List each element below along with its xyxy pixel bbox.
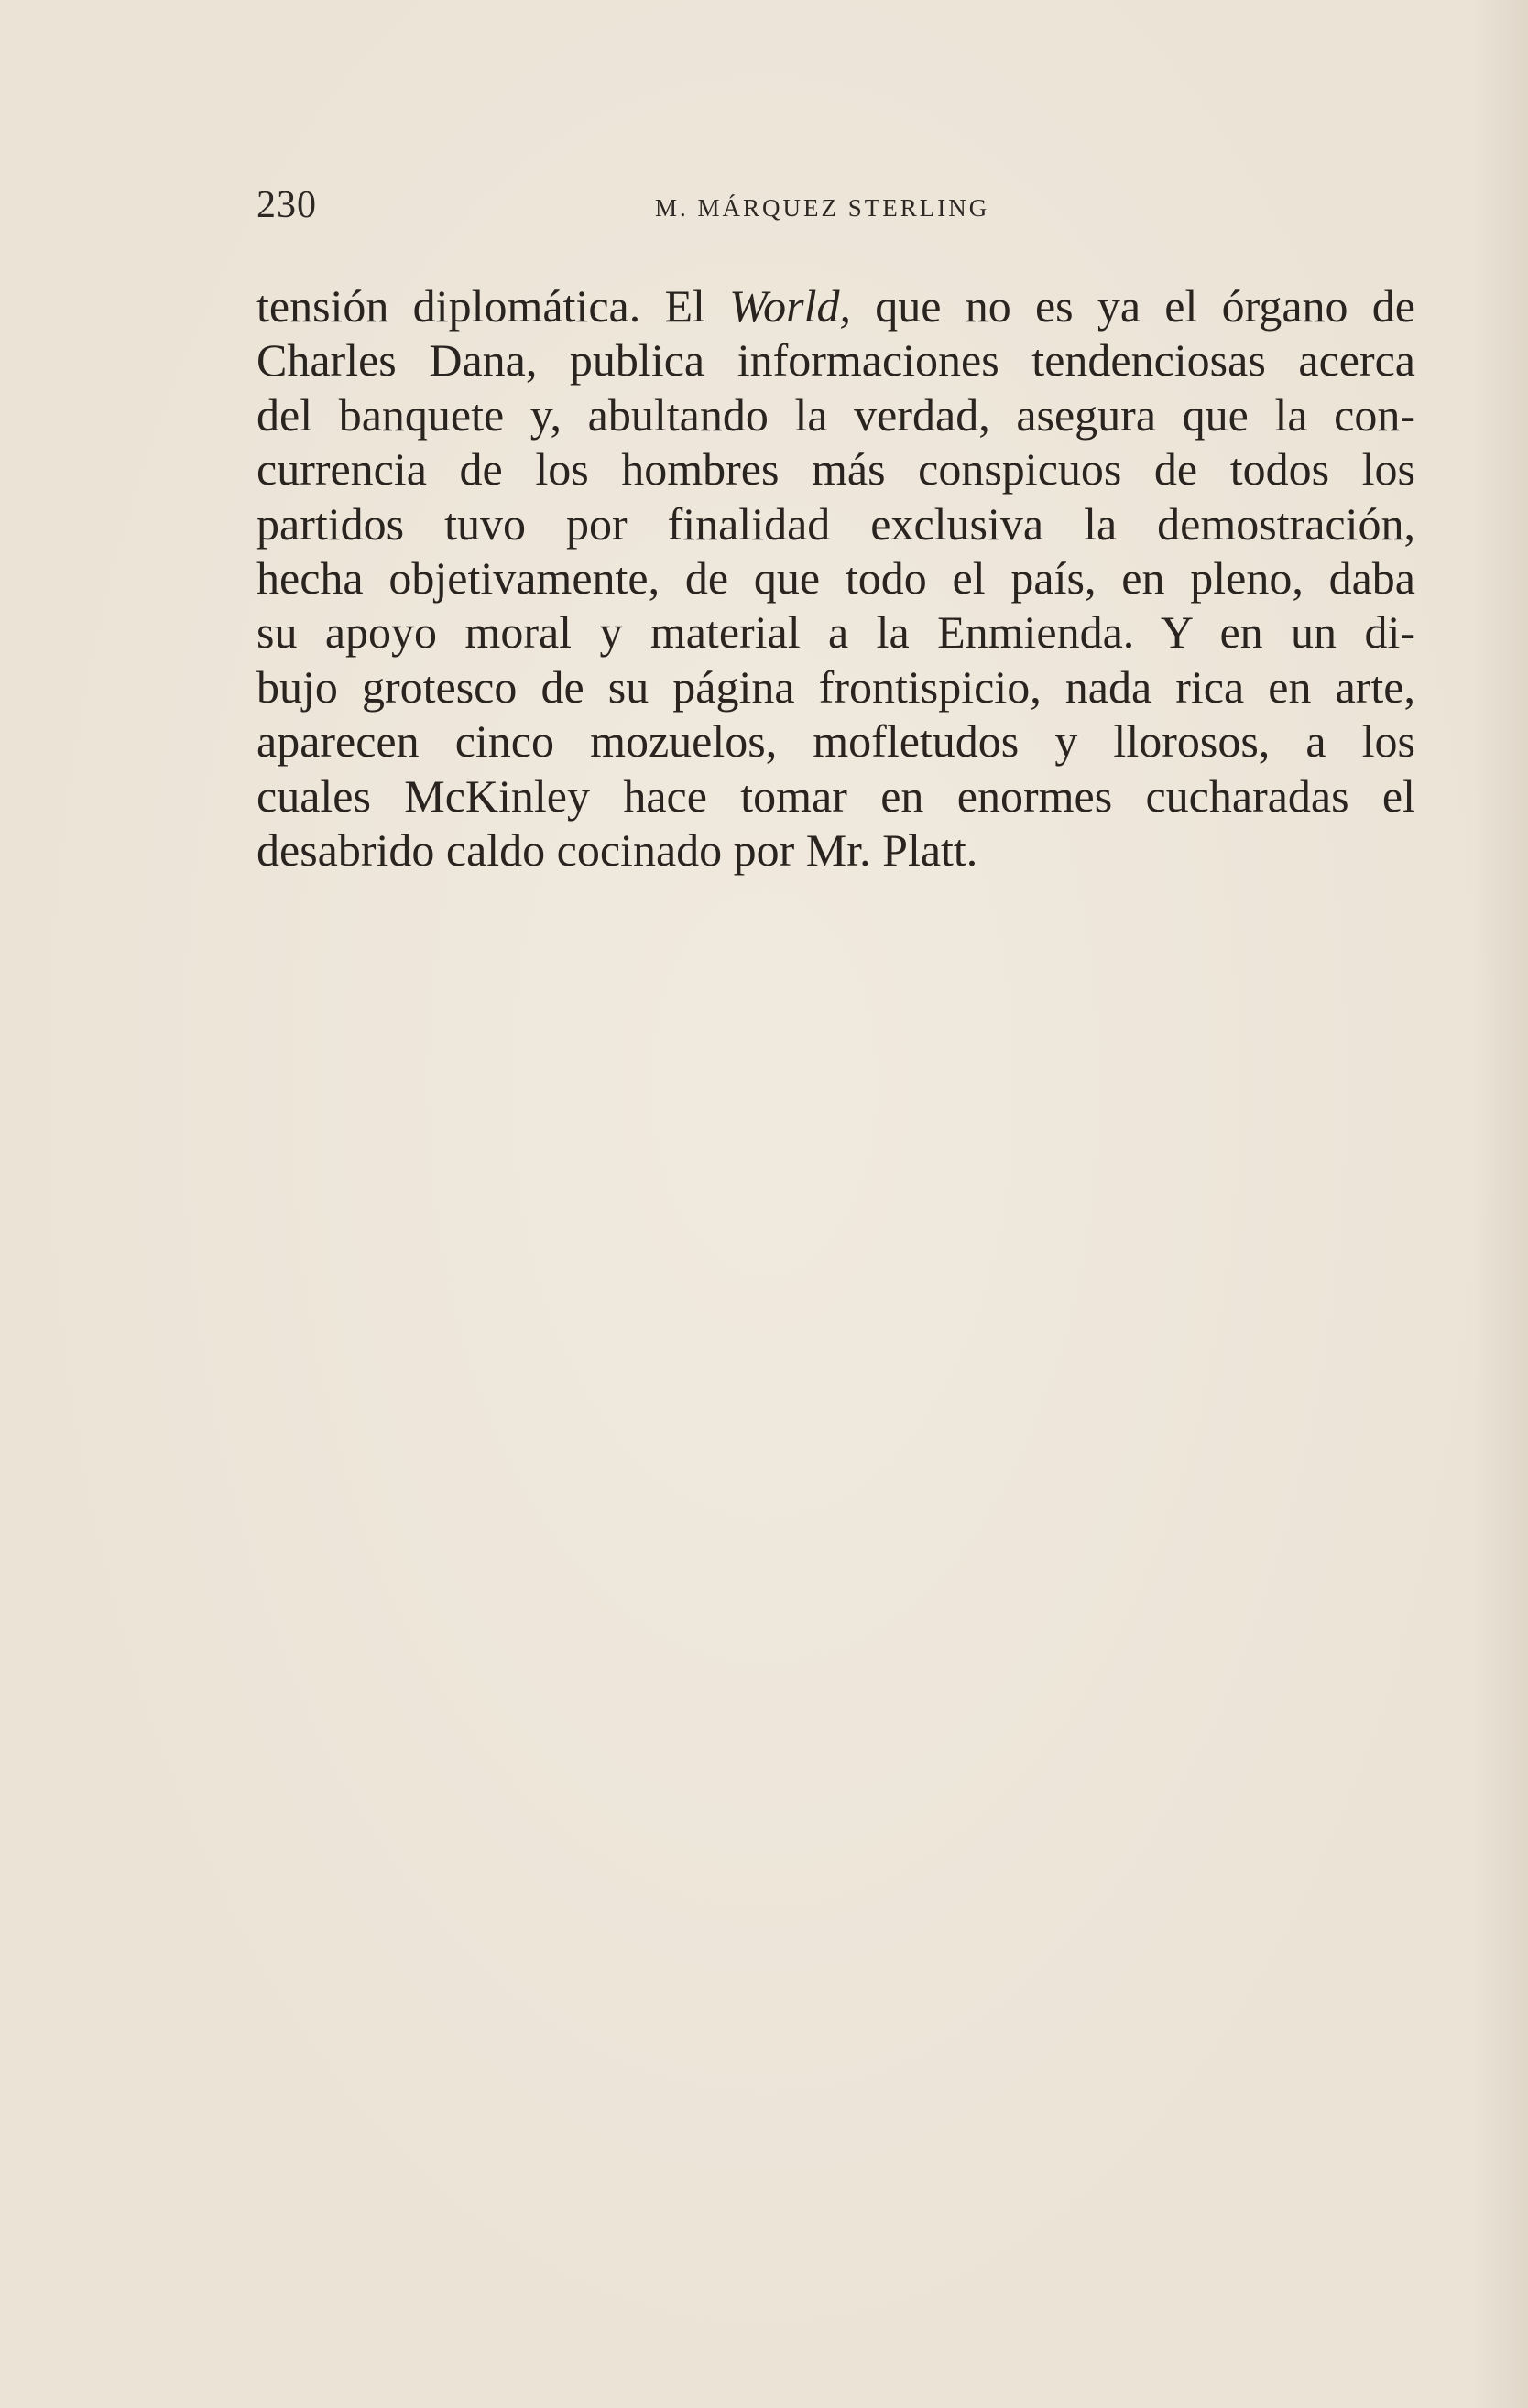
text-line: del banquete y, abultando la verdad, asegura que la con- (256, 388, 1415, 441)
running-title: M. MÁRQUEZ STERLING (655, 194, 990, 222)
text-line: aparecen cinco mozuelos, mofletudos y llorosos, a los (256, 715, 1415, 768)
text-line: hecha objetivamente, de que todo el país, en pleno, daba (256, 551, 1415, 604)
newspaper-title: World, (729, 280, 852, 332)
text-line: currencia de los hombres más conspicuos de todos los (256, 443, 1415, 496)
text-line: partidos tuvo por finalidad exclusiva la demostración, (256, 497, 1415, 550)
text-line-start: tensión diplomática. El (256, 280, 730, 332)
text-line: bujo grotesco de su página frontispicio, nada rica en arte, (256, 660, 1415, 713)
text-line: desabrido caldo cocinado por Mr. Platt. (256, 823, 978, 876)
body-paragraph (256, 279, 1415, 877)
page-number: 230 (256, 184, 317, 226)
text-line: cuales McKinley hace tomar en enormes cucharadas el (256, 769, 1415, 822)
running-head (256, 183, 1415, 238)
text-line: Charles Dana, publica informaciones tendenciosas acerca (256, 334, 1415, 387)
text-line (256, 279, 1415, 333)
text-line-end: que no es ya el órgano de (851, 280, 1415, 332)
text-line: su apoyo moral y material a la Enmienda. Y en un di- (256, 606, 1415, 659)
